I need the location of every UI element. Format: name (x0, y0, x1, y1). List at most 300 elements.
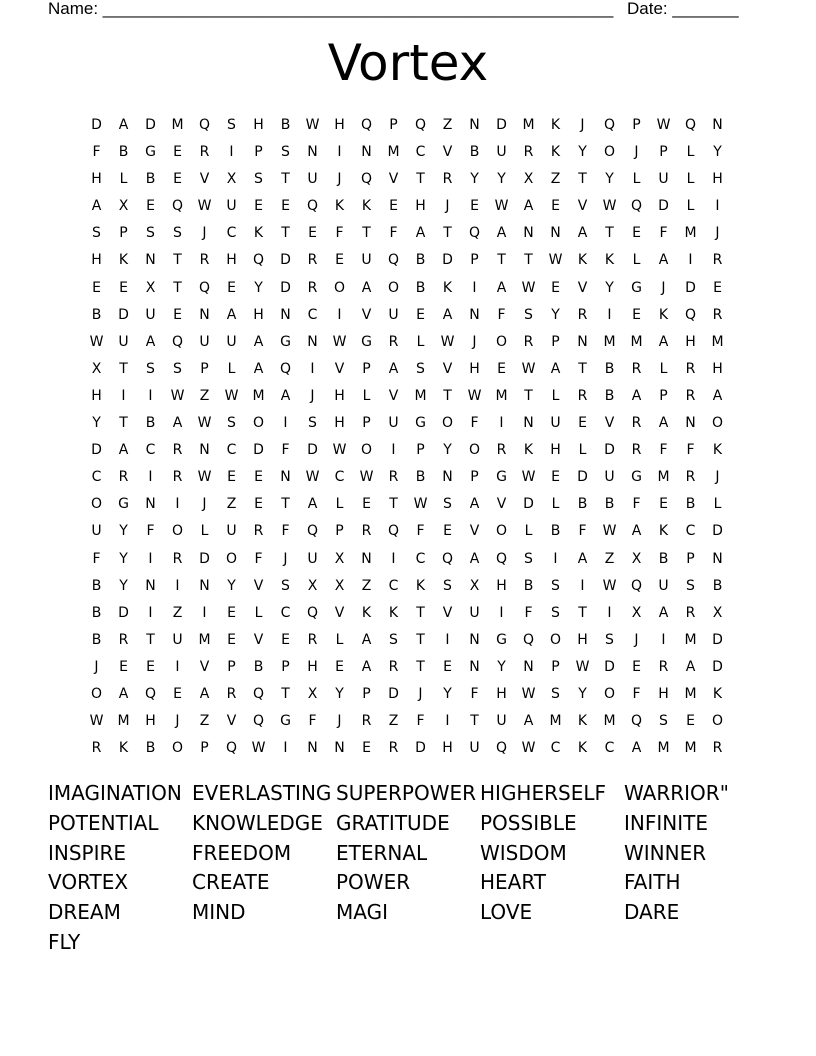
grid-cell: N (712, 550, 723, 567)
grid-cell: E (254, 469, 263, 486)
grid-cell: W (521, 279, 536, 296)
grid-cell: R (712, 252, 723, 269)
grid-cell: K (415, 577, 426, 594)
grid-cell: A (577, 225, 588, 242)
grid-cell: W (332, 333, 347, 350)
grid-cell: M (684, 631, 697, 648)
grid-cell: B (685, 496, 696, 513)
grid-cell: E (173, 171, 182, 188)
grid-cell: M (657, 740, 670, 757)
grid-cell: E (578, 415, 587, 432)
grid-cell: E (497, 360, 506, 377)
grid-cell: I (688, 252, 693, 269)
grid-cell: D (118, 306, 129, 323)
grid-cell: W (467, 387, 482, 404)
grid-cell: A (253, 360, 264, 377)
grid-row (83, 573, 743, 600)
grid-cell: T (416, 631, 425, 648)
grid-cell: T (524, 387, 533, 404)
grid-cell: N (361, 144, 372, 161)
grid-cell: W (521, 360, 536, 377)
grid-cell: H (415, 198, 426, 215)
grid-cell: E (362, 496, 371, 513)
grid-row (83, 735, 743, 762)
grid-cell: P (632, 117, 641, 133)
grid-cell: S (659, 713, 668, 730)
grid-cell: D (307, 442, 318, 459)
grid-cell: L (551, 496, 560, 513)
grid-cell: R (658, 658, 669, 675)
grid-cell: U (172, 631, 183, 648)
grid-cell: D (685, 279, 696, 296)
grid-cell: A (145, 333, 156, 350)
grid-cell: X (334, 550, 345, 567)
grid-cell: S (281, 144, 290, 161)
grid-cell: D (199, 550, 210, 567)
grid-cell: T (605, 225, 614, 242)
grid-cell: J (202, 225, 207, 242)
grid-cell: O (90, 685, 103, 702)
grid-cell: I (148, 387, 153, 404)
grid-cell: H (307, 658, 318, 675)
grid-row (83, 600, 743, 627)
grid-cell: E (632, 306, 641, 323)
grid-cell: O (441, 415, 454, 432)
grid-cell: D (388, 685, 399, 702)
grid-cell: A (118, 442, 129, 459)
grid-cell: G (631, 469, 642, 486)
grid-cell: W (332, 442, 347, 459)
grid-cell: A (199, 685, 210, 702)
grid-row (83, 627, 743, 654)
word-list-item: MIND (192, 900, 246, 925)
grid-cell: U (199, 333, 210, 350)
grid-cell: R (172, 469, 183, 486)
grid-cell: N (145, 496, 156, 513)
grid-cell: M (684, 225, 697, 242)
grid-cell: Z (604, 550, 615, 567)
grid-cell: T (470, 713, 479, 730)
grid-cell: H (550, 442, 561, 459)
grid-cell: A (658, 415, 669, 432)
grid-cell: W (575, 658, 590, 675)
grid-cell: I (472, 279, 477, 296)
grid-cell: B (604, 360, 615, 377)
grid-cell: Y (578, 685, 587, 702)
grid-cell: Q (684, 117, 697, 133)
grid-cell: K (577, 740, 588, 757)
grid-cell: H (469, 360, 480, 377)
grid-cell: J (634, 631, 639, 648)
word-list-item: MAGI (336, 900, 388, 925)
word-list-item: FAITH (624, 870, 681, 895)
grid-cell: A (172, 415, 183, 432)
grid-cell: X (145, 279, 156, 296)
grid-cell: W (440, 333, 455, 350)
grid-cell: E (227, 469, 236, 486)
grid-cell: I (445, 713, 450, 730)
grid-cell: M (495, 387, 508, 404)
grid-cell: H (334, 117, 345, 133)
grid-cell: M (603, 713, 616, 730)
grid-cell: M (657, 469, 670, 486)
grid-cell: A (523, 713, 534, 730)
grid-cell: H (334, 415, 345, 432)
grid-cell: L (362, 387, 371, 404)
grid-cell: E (551, 469, 560, 486)
grid-cell: D (577, 469, 588, 486)
grid-cell: H (91, 171, 102, 188)
grid-cell: G (361, 333, 372, 350)
grid-cell: U (145, 306, 156, 323)
grid-cell: O (495, 523, 508, 540)
grid-cell: S (551, 577, 560, 594)
grid-cell: Q (306, 198, 319, 215)
grid-cell: D (280, 252, 291, 269)
grid-cell: D (712, 658, 723, 675)
grid-cell: G (415, 415, 426, 432)
grid-cell: I (445, 631, 450, 648)
grid-cell: H (442, 740, 453, 757)
grid-cell: K (361, 198, 372, 215)
grid-cell: W (656, 117, 671, 133)
grid-cell: B (577, 496, 588, 513)
grid-cell: X (118, 198, 129, 215)
grid-cell: Q (468, 225, 481, 242)
grid-cell: S (686, 577, 695, 594)
grid-cell: J (283, 550, 288, 567)
grid-cell: B (145, 171, 156, 188)
grid-cell: T (443, 387, 452, 404)
grid-cell: Y (605, 279, 614, 296)
grid-cell: A (469, 550, 480, 567)
grid-cell: W (305, 117, 320, 133)
grid-cell: F (470, 415, 479, 432)
grid-cell: K (577, 252, 588, 269)
grid-cell: V (577, 198, 588, 215)
grid-cell: K (550, 117, 561, 133)
word-list-item: WARRIOR" (624, 781, 729, 805)
grid-cell: T (497, 252, 506, 269)
letter-grid (83, 112, 743, 762)
word-list-item: KNOWLEDGE (192, 810, 323, 835)
grid-cell: O (711, 713, 724, 730)
grid-cell: L (632, 171, 641, 188)
grid-cell: T (119, 415, 128, 432)
grid-cell: W (170, 387, 185, 404)
grid-cell: O (549, 631, 562, 648)
grid-cell: C (307, 306, 318, 323)
grid-cell: H (226, 252, 237, 269)
grid-cell: Y (443, 442, 452, 459)
grid-cell: Q (252, 252, 265, 269)
grid-cell: H (712, 360, 723, 377)
grid-cell: X (307, 685, 318, 702)
grid-cell: S (281, 577, 290, 594)
grid-cell: B (145, 415, 156, 432)
grid-cell: O (495, 333, 508, 350)
grid-cell: U (658, 171, 669, 188)
grid-cell: K (658, 306, 669, 323)
grid-row (83, 247, 743, 274)
grid-cell: K (712, 442, 723, 459)
grid-cell: G (280, 713, 291, 730)
grid-cell: Q (279, 360, 292, 377)
grid-cell: N (199, 442, 210, 459)
grid-cell: M (630, 333, 643, 350)
grid-cell: Y (470, 171, 479, 188)
grid-cell: V (388, 171, 399, 188)
grid-cell: B (415, 279, 426, 296)
grid-row (83, 329, 743, 356)
grid-cell: C (91, 469, 102, 486)
grid-cell: O (468, 442, 481, 459)
grid-cell: N (442, 469, 453, 486)
grid-cell: J (418, 685, 423, 702)
grid-cell: P (362, 360, 371, 377)
grid-cell: T (578, 360, 587, 377)
grid-cell: G (631, 279, 642, 296)
grid-cell: V (334, 360, 345, 377)
grid-cell: A (307, 496, 318, 513)
grid-cell: I (607, 604, 612, 621)
grid-cell: E (632, 658, 641, 675)
grid-cell: Z (388, 713, 399, 730)
grid-cell: E (551, 198, 560, 215)
grid-cell: D (118, 604, 129, 621)
grid-cell: U (658, 577, 669, 594)
grid-cell: A (658, 604, 669, 621)
grid-cell: S (551, 685, 560, 702)
grid-cell: J (715, 469, 720, 486)
grid-cell: T (173, 252, 182, 269)
grid-cell: O (90, 496, 103, 513)
grid-cell: V (442, 604, 453, 621)
grid-cell: E (335, 252, 344, 269)
word-list-item: DREAM (48, 900, 121, 925)
grid-cell: I (310, 360, 315, 377)
grid-cell: F (92, 144, 101, 161)
grid-cell: B (91, 604, 102, 621)
grid-cell: N (280, 306, 291, 323)
grid-cell: Y (443, 685, 452, 702)
grid-cell: N (469, 631, 480, 648)
grid-cell: Q (360, 117, 373, 133)
grid-cell: C (415, 550, 426, 567)
grid-cell: U (469, 740, 480, 757)
grid-row (83, 546, 743, 573)
grid-cell: Z (199, 387, 210, 404)
grid-cell: V (253, 577, 264, 594)
grid-cell: T (578, 604, 587, 621)
grid-cell: Y (578, 144, 587, 161)
grid-cell: T (416, 171, 425, 188)
grid-cell: H (91, 387, 102, 404)
grid-cell: Q (387, 523, 400, 540)
grid-cell: L (335, 496, 344, 513)
grid-cell: L (551, 387, 560, 404)
grid-cell: J (175, 713, 180, 730)
grid-cell: Z (442, 117, 453, 133)
grid-cell: F (281, 523, 290, 540)
grid-cell: X (91, 360, 102, 377)
grid-cell: B (253, 658, 264, 675)
grid-cell: F (470, 685, 479, 702)
grid-cell: K (118, 252, 129, 269)
grid-cell: Z (226, 496, 237, 513)
word-list-item: POWER (336, 870, 411, 895)
grid-cell: F (254, 550, 263, 567)
grid-cell: S (227, 117, 236, 133)
grid-cell: I (175, 658, 180, 675)
grid-cell: A (685, 658, 696, 675)
grid-cell: S (551, 604, 560, 621)
grid-cell: U (118, 333, 129, 350)
grid-cell: K (388, 604, 399, 621)
grid-cell: P (227, 658, 236, 675)
grid-cell: V (361, 306, 372, 323)
grid-cell: W (197, 198, 212, 215)
grid-cell: Y (497, 658, 506, 675)
grid-cell: Y (605, 171, 614, 188)
grid-cell: T (119, 360, 128, 377)
grid-cell: G (280, 333, 291, 350)
grid-cell: K (253, 225, 264, 242)
grid-cell: A (442, 306, 453, 323)
grid-cell: Q (414, 117, 427, 133)
grid-cell: N (199, 306, 210, 323)
grid-cell: O (360, 442, 373, 459)
grid-cell: K (442, 279, 453, 296)
grid-cell: L (254, 604, 263, 621)
grid-cell: I (175, 577, 180, 594)
grid-cell: H (253, 306, 264, 323)
grid-cell: C (685, 523, 696, 540)
grid-cell: R (577, 387, 588, 404)
grid-cell: A (658, 333, 669, 350)
word-list-item: VORTEX (48, 870, 129, 895)
grid-cell: D (145, 117, 156, 133)
grid-cell: Q (252, 685, 265, 702)
grid-cell: V (442, 144, 453, 161)
grid-cell: E (713, 279, 722, 296)
grid-cell: W (521, 740, 536, 757)
grid-cell: I (391, 442, 396, 459)
grid-cell: C (334, 469, 345, 486)
grid-cell: A (118, 117, 129, 133)
grid-cell: E (173, 306, 182, 323)
grid-cell: W (89, 713, 104, 730)
grid-cell: P (254, 144, 263, 161)
grid-cell: Q (684, 306, 697, 323)
grid-cell: Q (171, 333, 184, 350)
grid-cell: G (496, 631, 507, 648)
date-field-label: Date: _______ (627, 0, 739, 18)
grid-cell: X (469, 577, 480, 594)
grid-cell: M (414, 387, 427, 404)
grid-cell: E (173, 685, 182, 702)
grid-cell: M (252, 387, 265, 404)
grid-cell: I (661, 631, 666, 648)
grid-cell: W (548, 252, 563, 269)
grid-cell: N (361, 550, 372, 567)
grid-cell: A (523, 198, 534, 215)
grid-cell: J (580, 117, 585, 133)
grid-cell: B (280, 117, 291, 133)
grid-cell: C (280, 604, 291, 621)
grid-cell: P (551, 658, 560, 675)
grid-cell: D (91, 442, 102, 459)
grid-cell: A (361, 279, 372, 296)
grid-cell: D (253, 442, 264, 459)
grid-cell: P (119, 225, 128, 242)
grid-cell: J (715, 225, 720, 242)
grid-cell: H (712, 171, 723, 188)
grid-cell: O (603, 144, 616, 161)
grid-row (83, 166, 743, 193)
grid-cell: K (604, 252, 615, 269)
grid-cell: N (307, 144, 318, 161)
word-list-item: GRATITUDE (336, 810, 450, 835)
grid-cell: B (415, 469, 426, 486)
grid-cell: O (225, 550, 238, 567)
grid-cell: U (91, 523, 102, 540)
grid-cell: I (202, 604, 207, 621)
grid-cell: Y (92, 415, 101, 432)
grid-cell: U (307, 171, 318, 188)
grid-cell: A (118, 685, 129, 702)
grid-cell: P (416, 442, 425, 459)
grid-cell: F (92, 550, 101, 567)
grid-cell: M (603, 333, 616, 350)
grid-cell: S (443, 496, 452, 513)
grid-cell: I (499, 604, 504, 621)
grid-cell: F (416, 713, 425, 730)
grid-cell: R (172, 550, 183, 567)
grid-cell: F (659, 442, 668, 459)
grid-cell: Y (335, 685, 344, 702)
grid-cell: U (307, 550, 318, 567)
grid-cell: H (658, 685, 669, 702)
grid-cell: L (200, 523, 209, 540)
grid-cell: B (658, 550, 669, 567)
grid-cell: P (362, 415, 371, 432)
grid-cell: U (388, 415, 399, 432)
grid-row (83, 708, 743, 735)
grid-cell: E (146, 198, 155, 215)
grid-cell: R (523, 144, 534, 161)
grid-cell: S (524, 306, 533, 323)
grid-cell: T (281, 171, 290, 188)
grid-cell: S (389, 631, 398, 648)
grid-cell: T (389, 496, 398, 513)
grid-cell: O (387, 279, 400, 296)
grid-cell: E (470, 198, 479, 215)
grid-row (83, 112, 743, 139)
grid-cell: E (281, 198, 290, 215)
grid-cell: M (198, 631, 211, 648)
grid-cell: P (362, 685, 371, 702)
grid-cell: E (254, 198, 263, 215)
grid-cell: T (281, 685, 290, 702)
grid-cell: U (496, 144, 507, 161)
grid-cell: C (604, 740, 615, 757)
grid-cell: R (253, 523, 264, 540)
grid-cell: B (91, 631, 102, 648)
grid-cell: Q (198, 117, 211, 133)
grid-cell: A (253, 333, 264, 350)
grid-cell: J (337, 171, 342, 188)
